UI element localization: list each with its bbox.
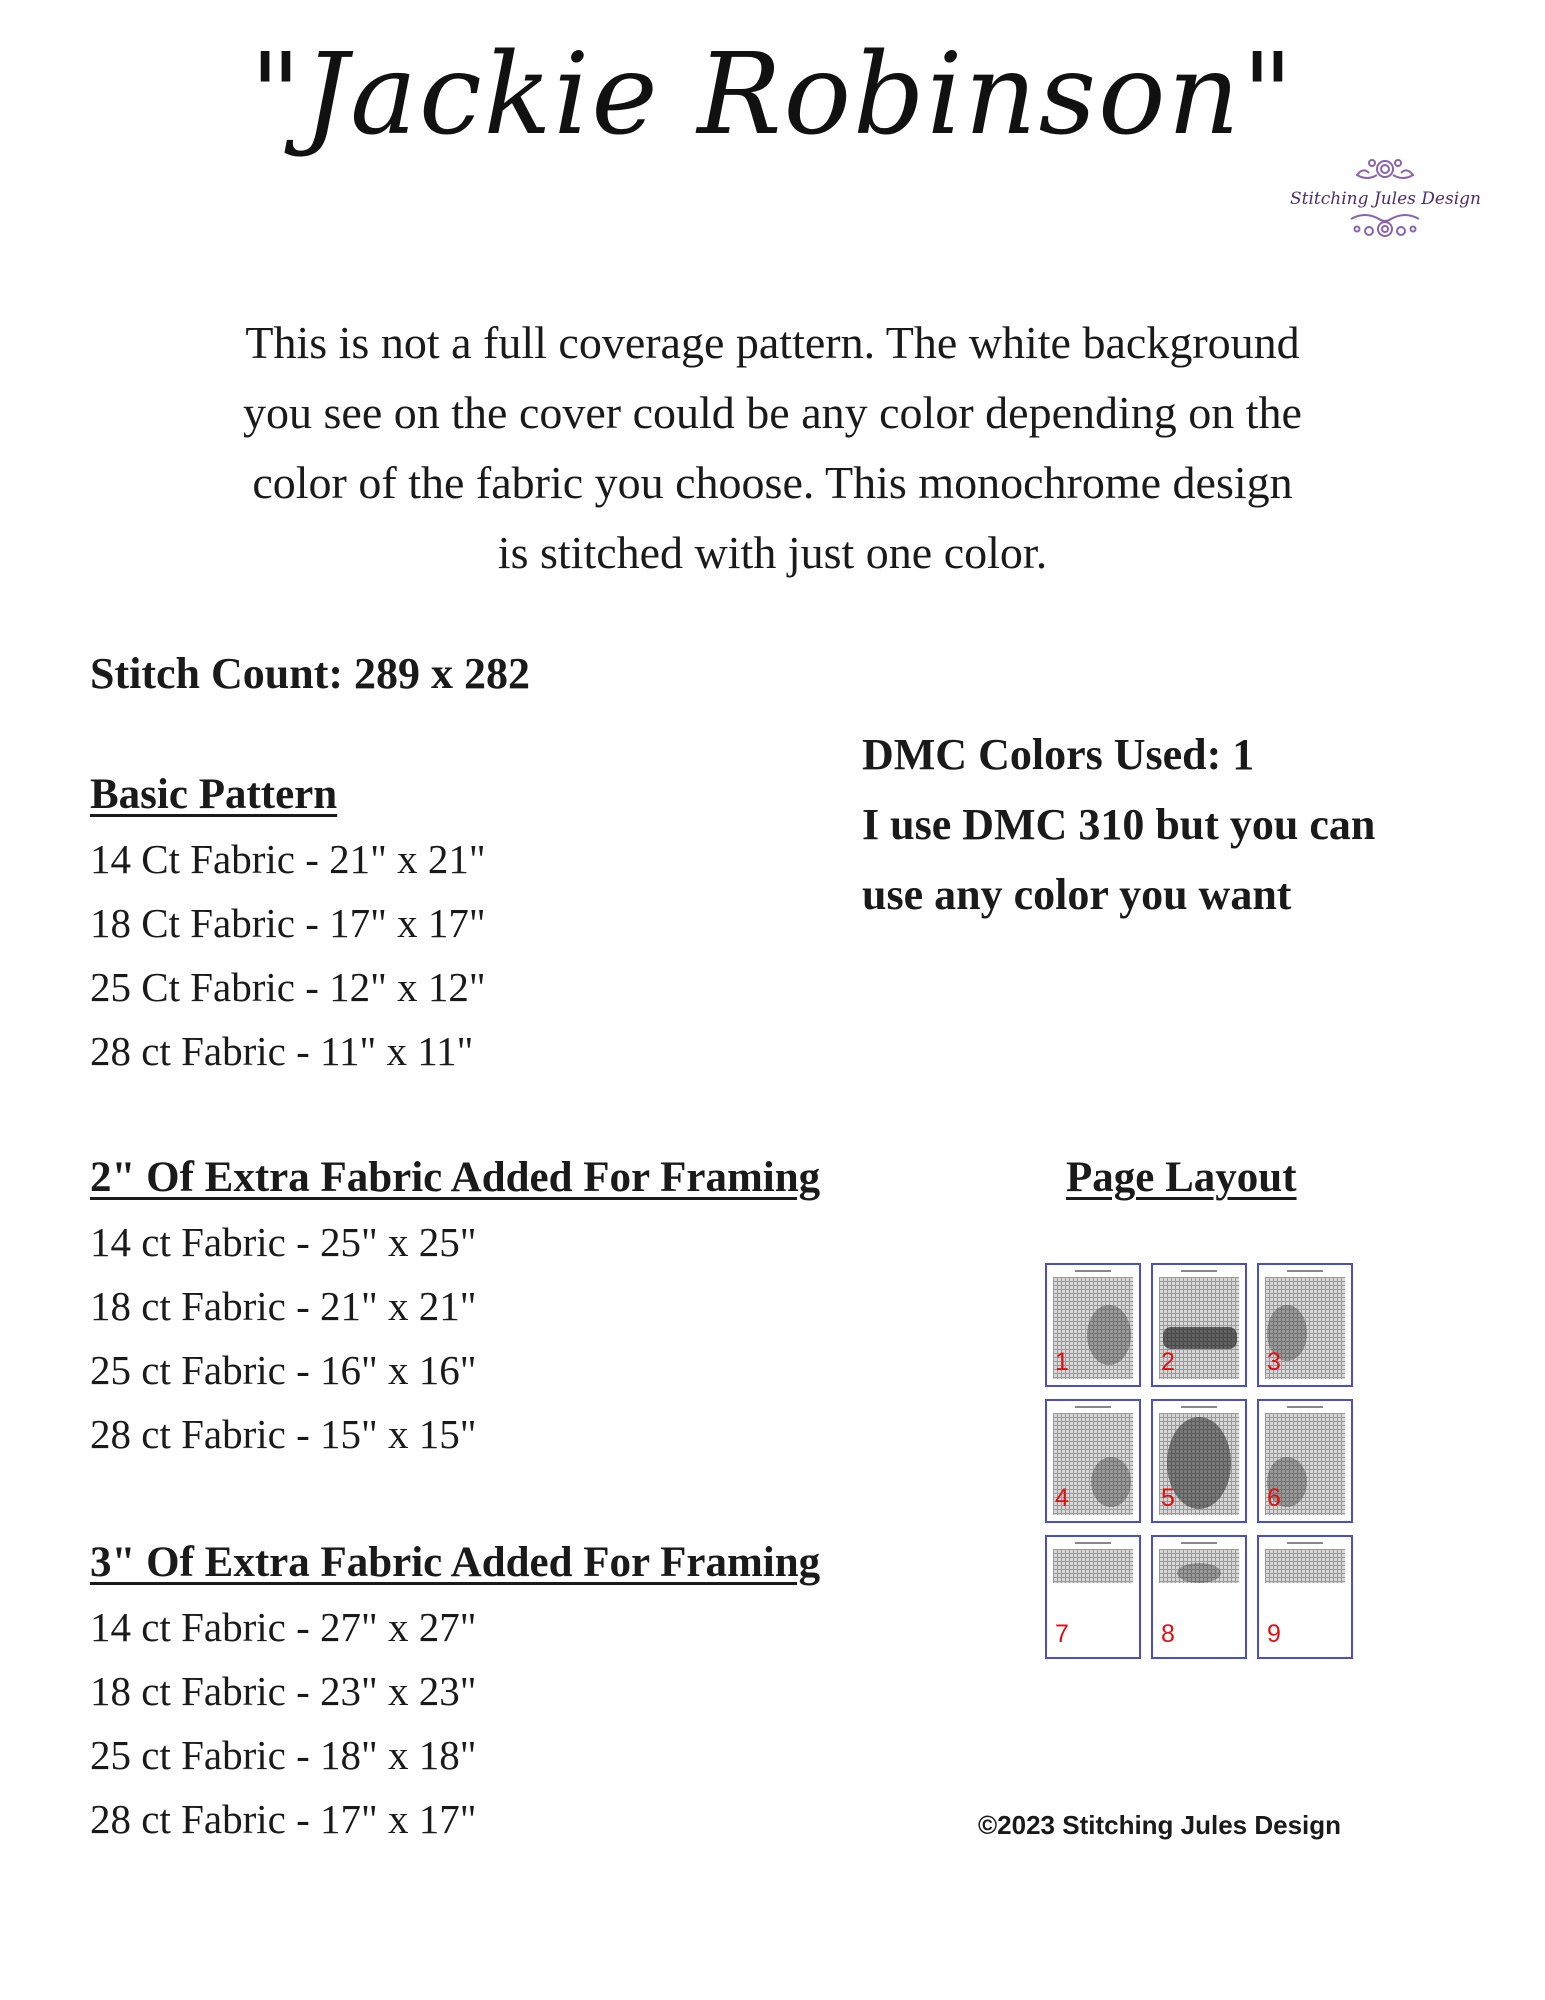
copyright-notice: ©2023 Stitching Jules Design xyxy=(978,1810,1342,1840)
page-number: 1 xyxy=(1055,1348,1069,1376)
page-thumbnail xyxy=(1045,1535,1141,1659)
fabric-size-line: 28 ct Fabric - 15" x 15" xyxy=(90,1411,477,1457)
fabric-size-line: 28 ct Fabric - 17" x 17" xyxy=(90,1796,477,1842)
fabric-size-line: 18 ct Fabric - 23" x 23" xyxy=(90,1668,477,1714)
dmc-line: use any color you want xyxy=(862,870,1292,919)
page-thumbnail xyxy=(1151,1535,1247,1659)
page-thumbnail xyxy=(1045,1263,1141,1387)
page-number: 5 xyxy=(1161,1484,1175,1512)
intro-line: color of the fabric you choose. This monochrome design xyxy=(252,457,1293,508)
page-thumbnail xyxy=(1151,1263,1247,1387)
page-thumbnail xyxy=(1257,1535,1353,1659)
fabric-size-line: 25 Ct Fabric - 12" x 12" xyxy=(90,964,486,1010)
page-number: 4 xyxy=(1055,1484,1069,1512)
page-layout-heading: Page Layout xyxy=(1066,1154,1297,1201)
swirl-ornament-top-icon xyxy=(1350,155,1420,189)
fabric-size-line: 14 Ct Fabric - 21" x 21" xyxy=(90,836,486,882)
fabric-size-line: 14 ct Fabric - 27" x 27" xyxy=(90,1604,477,1650)
pattern-title: "Jackie Robinson" xyxy=(249,30,1296,160)
page-thumbnail xyxy=(1151,1399,1247,1523)
dmc-line: I use DMC 310 but you can xyxy=(862,800,1376,849)
logo-text: Stitching Jules Design xyxy=(1290,189,1481,209)
page-thumbnail xyxy=(1257,1263,1353,1387)
page-number: 9 xyxy=(1267,1620,1281,1648)
page-number: 8 xyxy=(1161,1620,1175,1648)
basic-pattern-section xyxy=(90,770,486,1083)
fabric-size-line: 25 ct Fabric - 18" x 18" xyxy=(90,1732,477,1778)
fabric-size-line: 18 Ct Fabric - 17" x 17" xyxy=(90,900,486,946)
fabric-size-line: 25 ct Fabric - 16" x 16" xyxy=(90,1347,477,1393)
intro-line: you see on the cover could be any color depending on the xyxy=(243,387,1302,438)
page-thumbnail xyxy=(1257,1399,1353,1523)
page-layout-grid xyxy=(1045,1263,1355,1659)
page-number: 6 xyxy=(1267,1484,1281,1512)
stitch-count: Stitch Count: 289 x 282 xyxy=(90,649,531,698)
intro-line: This is not a full coverage pattern. The white background xyxy=(245,317,1300,368)
basic-pattern-heading: Basic Pattern xyxy=(90,771,338,818)
extra-2in-heading: 2" Of Extra Fabric Added For Framing xyxy=(90,1154,821,1201)
brand-logo xyxy=(1290,155,1480,243)
extra-2in-section xyxy=(90,1153,820,1466)
fabric-size-line: 28 ct Fabric - 11" x 11" xyxy=(90,1028,474,1074)
extra-3in-heading: 3" Of Extra Fabric Added For Framing xyxy=(90,1539,821,1586)
fabric-size-line: 18 ct Fabric - 21" x 21" xyxy=(90,1283,477,1329)
intro-paragraph xyxy=(150,308,1395,588)
swirl-ornament-bottom-icon xyxy=(1345,209,1425,243)
extra-3in-section xyxy=(90,1538,820,1851)
page-number: 2 xyxy=(1161,1348,1175,1376)
page-number: 7 xyxy=(1055,1620,1069,1648)
dmc-line: DMC Colors Used: 1 xyxy=(862,730,1255,779)
fabric-size-line: 14 ct Fabric - 25" x 25" xyxy=(90,1219,477,1265)
page-number: 3 xyxy=(1267,1348,1281,1376)
dmc-colors-block xyxy=(862,720,1375,930)
page-thumbnail xyxy=(1045,1399,1141,1523)
intro-line: is stitched with just one color. xyxy=(497,527,1048,578)
